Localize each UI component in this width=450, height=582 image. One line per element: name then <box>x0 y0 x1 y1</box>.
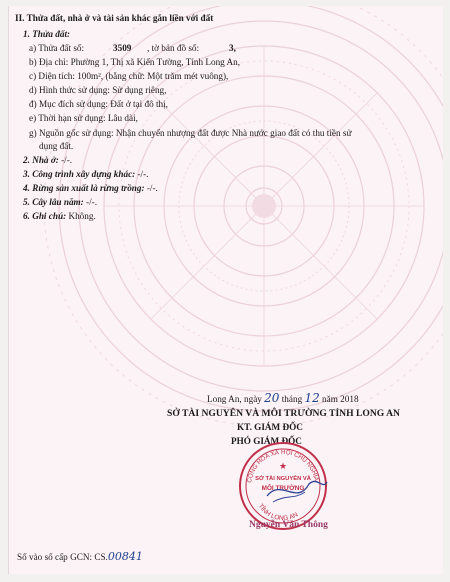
origin-line-1: g) Nguồn gốc sử dụng: Nhận chuyển nhượng đất được Nhà nước giao đất có thu tiền sử <box>29 128 352 138</box>
origin-line-2: dụng đất. <box>39 141 74 151</box>
certificate-page <box>8 6 443 574</box>
svg-text:★: ★ <box>278 462 288 472</box>
svg-text:CỘNG HÒA XÃ HỘI CHỦ NGHĨA: CỘNG HÒA XÃ HỘI CHỦ NGHĨA <box>246 448 320 484</box>
parcel-number: 3509 <box>113 43 132 53</box>
usage-term-line: e) Thời hạn sử dụng: Lâu dài, <box>29 113 138 123</box>
construction-item: 3. Công trình xây dựng khác: -/-. <box>23 169 149 179</box>
agency-name: SỞ TÀI NGUYÊN VÀ MÔI TRƯỜNG TỈNH LONG AN <box>167 408 400 419</box>
house-item: 2. Nhà ở: -/-. <box>23 155 73 165</box>
issue-date: Long An, ngày 20 tháng 12 năm 2018 <box>207 391 359 405</box>
svg-text:TỈNH LONG AN: TỈNH LONG AN <box>256 502 300 523</box>
note-item: 6. Ghi chú: Không. <box>23 211 96 221</box>
issue-month: 12 <box>304 391 320 405</box>
official-red-seal <box>237 440 329 532</box>
registry-number: Số vào sổ cấp GCN: CS.00841 <box>17 550 143 563</box>
address-line: b) Địa chỉ: Phường 1, Thị xã Kiến Tường, Tỉnh Long An, <box>29 57 241 67</box>
usage-form-line: d) Hình thức sử dụng: Sử dụng riêng, <box>29 85 167 95</box>
land-heading: 1. Thửa đất: <box>23 29 71 39</box>
perennial-tree-item: 5. Cây lâu năm: -/-. <box>23 197 98 207</box>
section-title: II. Thửa đất, nhà ở và tài sản khác gắn liền với đất <box>15 13 214 23</box>
svg-text:MÔI TRƯỜNG: MÔI TRƯỜNG <box>261 485 305 492</box>
deputy-director-title: PHÓ GIÁM ĐỐC <box>231 436 302 446</box>
forest-item: 4. Rừng sản xuất là rừng trồng: -/-. <box>23 183 158 193</box>
map-sheet-label: , tờ bản đồ số: <box>147 43 200 53</box>
usage-purpose-line: đ) Mục đích sử dụng: Đất ở tại đô thị, <box>29 99 168 109</box>
on-behalf-title: KT. GIÁM ĐỐC <box>237 422 303 432</box>
parcel-label: a) Thửa đất số: <box>29 43 85 53</box>
svg-text:SỞ TÀI NGUYÊN VÀ: SỞ TÀI NGUYÊN VÀ <box>255 476 311 482</box>
map-sheet-number: 3, <box>229 43 236 53</box>
issue-day: 20 <box>264 391 280 405</box>
signer-name: Nguyễn Văn Thông <box>249 520 328 530</box>
area-line: c) Diện tích: 100m², (bằng chữ: Một trăm mét vuông), <box>29 71 229 81</box>
